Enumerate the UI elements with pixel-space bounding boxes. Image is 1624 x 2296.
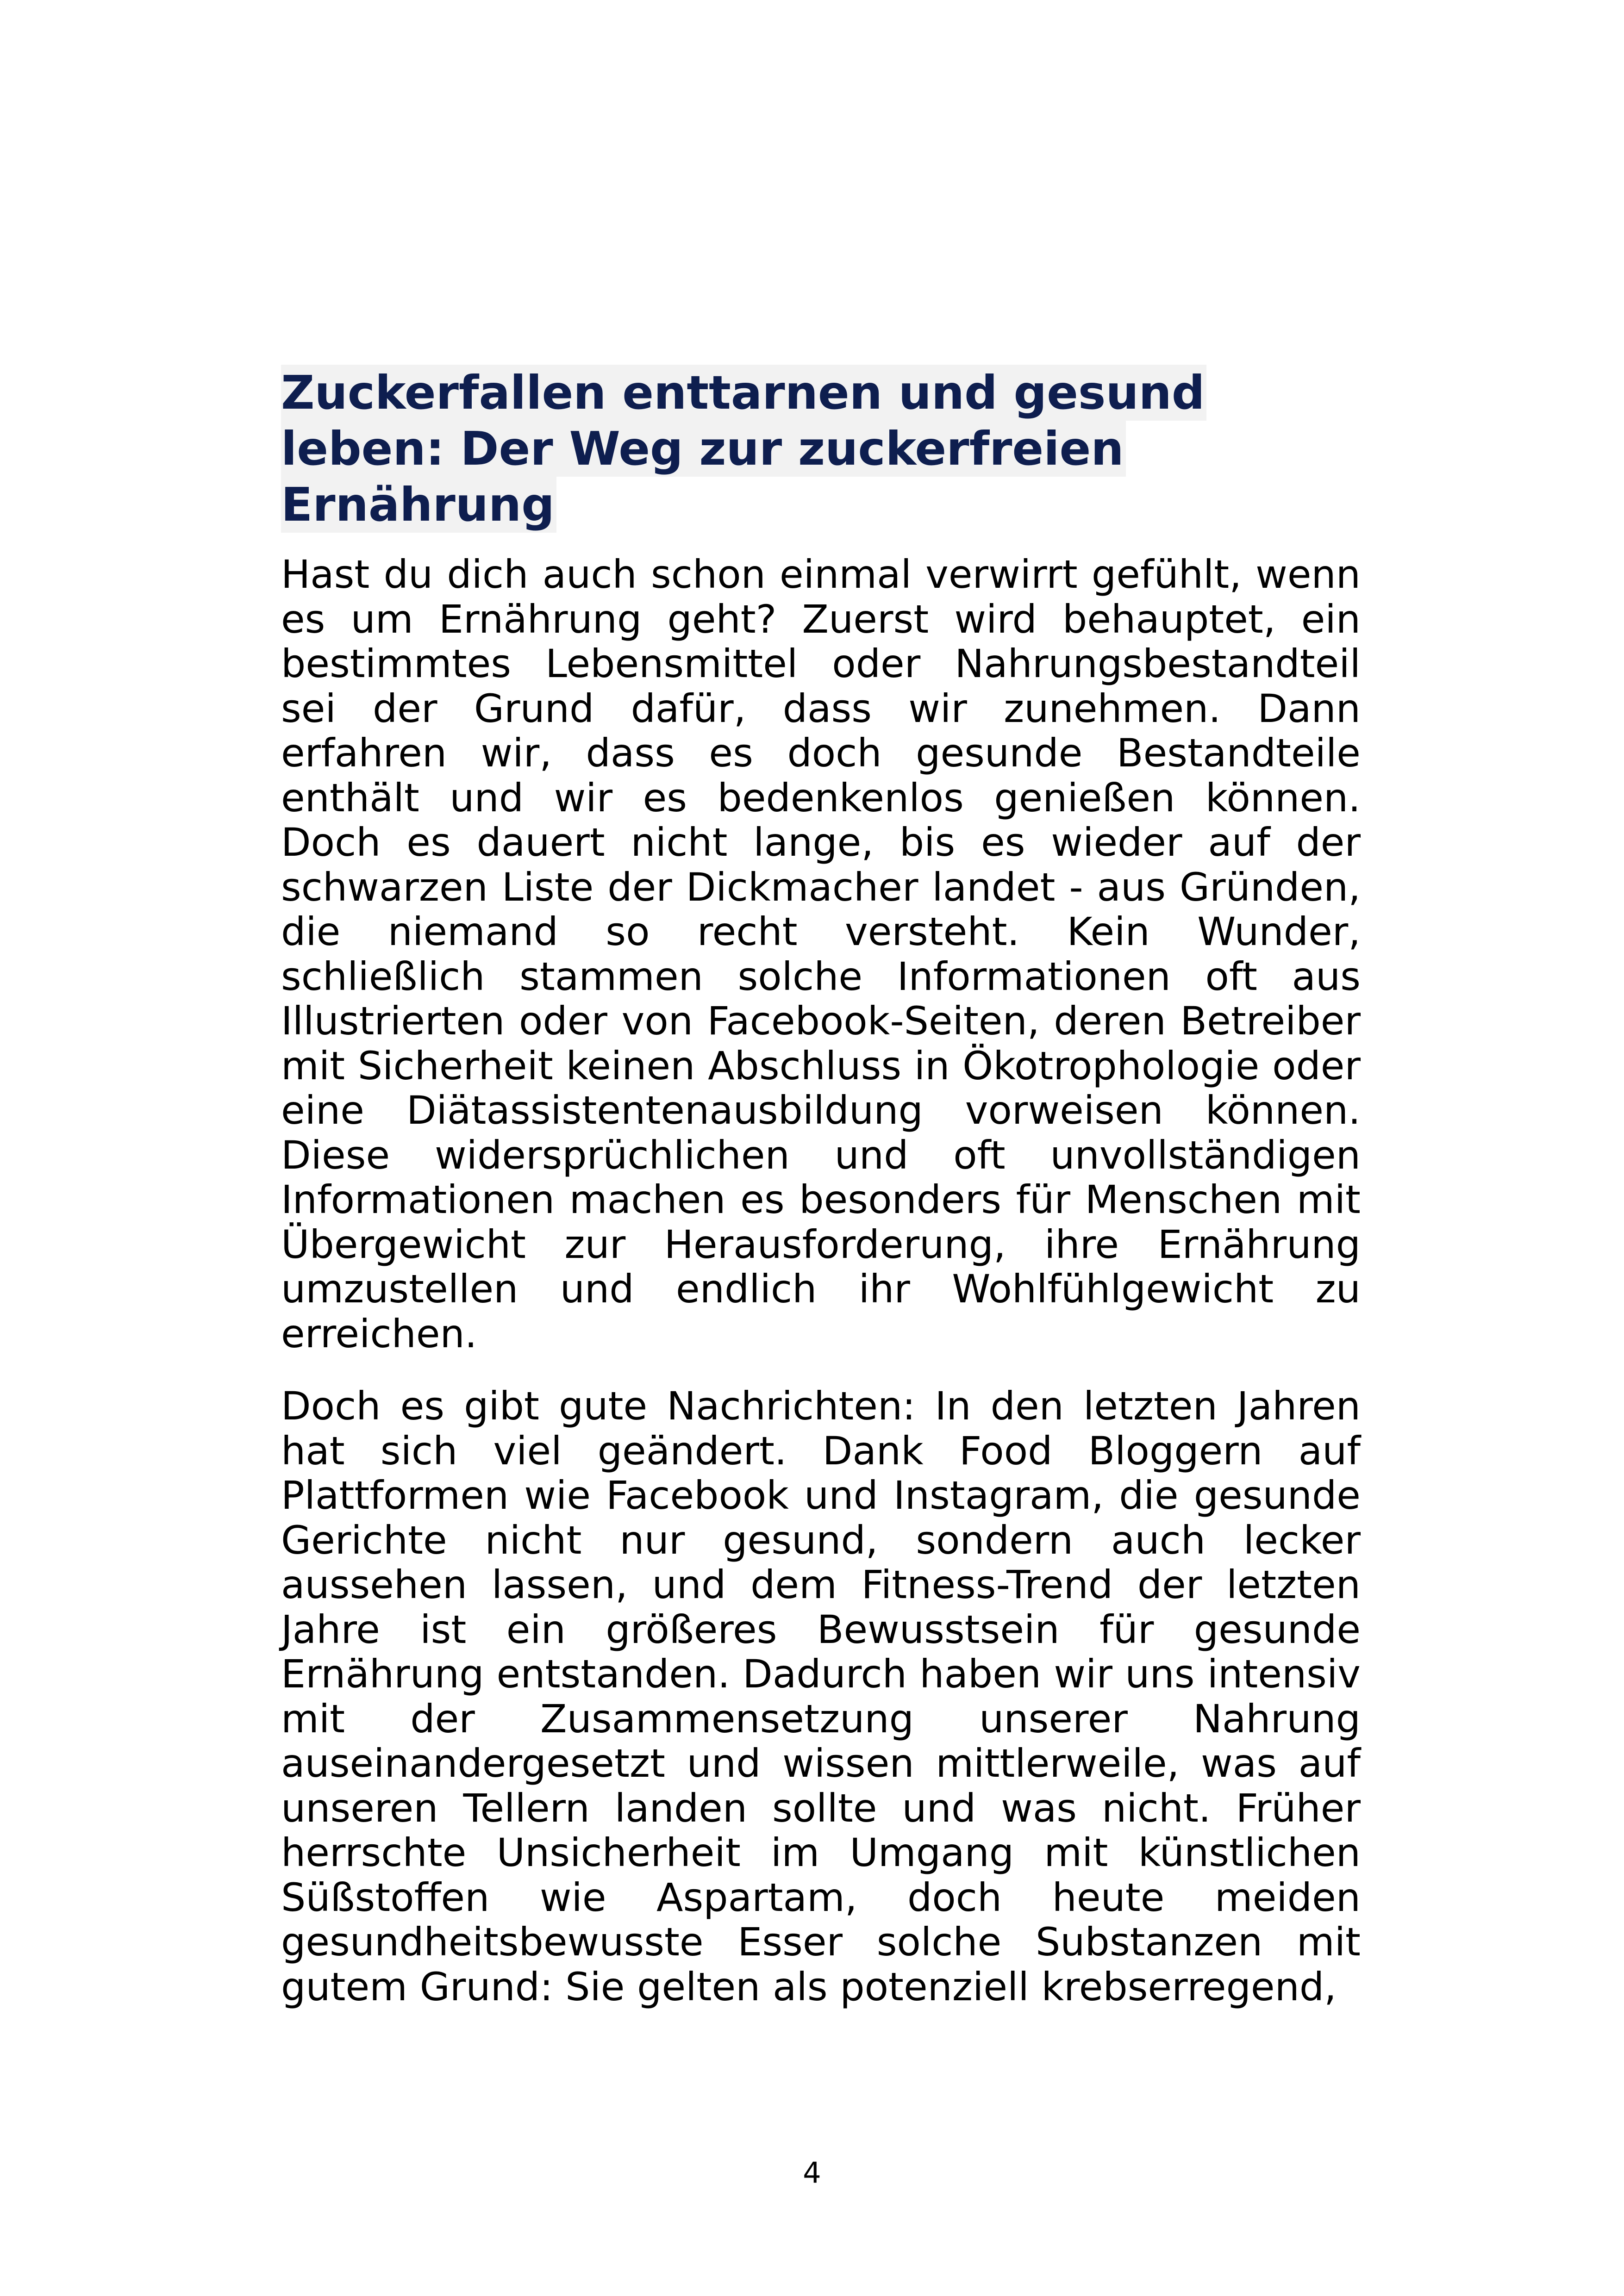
- page-content: [281, 365, 1361, 2037]
- heading-line-2: leben: Der Weg zur zuckerfreien: [281, 421, 1126, 477]
- chapter-heading: [281, 365, 1361, 533]
- paragraph-2: Doch es gibt gute Nachrichten: In den letzten Jahren hat sich viel geändert. Dank Food Bloggern auf Plattformen wie Facebook und Instagram, die gesunde Gerichte nicht nur gesund, sondern auch lecker aussehen lassen, und dem Fitness-Trend der letzten Jahre ist ein größeres Bewusstsein für gesunde Ernährung entstanden. Dadurch haben wir uns intensiv mit der Zusammensetzung unserer Nahrung auseinandergesetzt und wissen mittlerweile, was auf unseren Tellern landen sollte und was nicht. Früher herrschte Unsicherheit im Umgang mit künstlichen Süßstoffen wie Aspartam, doch heute meiden gesundheitsbewusste Esser solche Substanzen mit gutem Grund: Sie gelten als potenziell krebserregend,: [281, 1383, 1361, 2010]
- paragraph-1: Hast du dich auch schon einmal verwirrt gefühlt, wenn es um Ernährung geht? Zuerst wird behauptet, ein bestimmtes Lebensmittel oder Nahrungsbestandteil sei der Grund dafür, dass wir zunehmen. Dann erfahren wir, dass es doch gesunde Bestandteile enthält und wir es bedenkenlos genießen können. Doch es dauert nicht lange, bis es wieder auf der schwarzen Liste der Dickmacher landet - aus Gründen, die niemand so recht versteht. Kein Wunder, schließlich stammen solche Informationen oft aus Illustrierten oder von Facebook-Seiten, deren Betreiber mit Sicherheit keinen Abschluss in Ökotrophologie oder eine Diätassistentenausbildung vorweisen können. Diese widersprüchlichen und oft unvollständigen Informationen machen es besonders für Menschen mit Übergewicht zur Herausforderung, ihre Ernährung umzustellen und endlich ihr Wohlfühlgewicht zu erreichen.: [281, 552, 1361, 1356]
- page-number: 4: [803, 2156, 821, 2190]
- heading-line-3: Ernährung: [281, 477, 556, 533]
- heading-line-1: Zuckerfallen enttarnen und gesund: [281, 365, 1206, 421]
